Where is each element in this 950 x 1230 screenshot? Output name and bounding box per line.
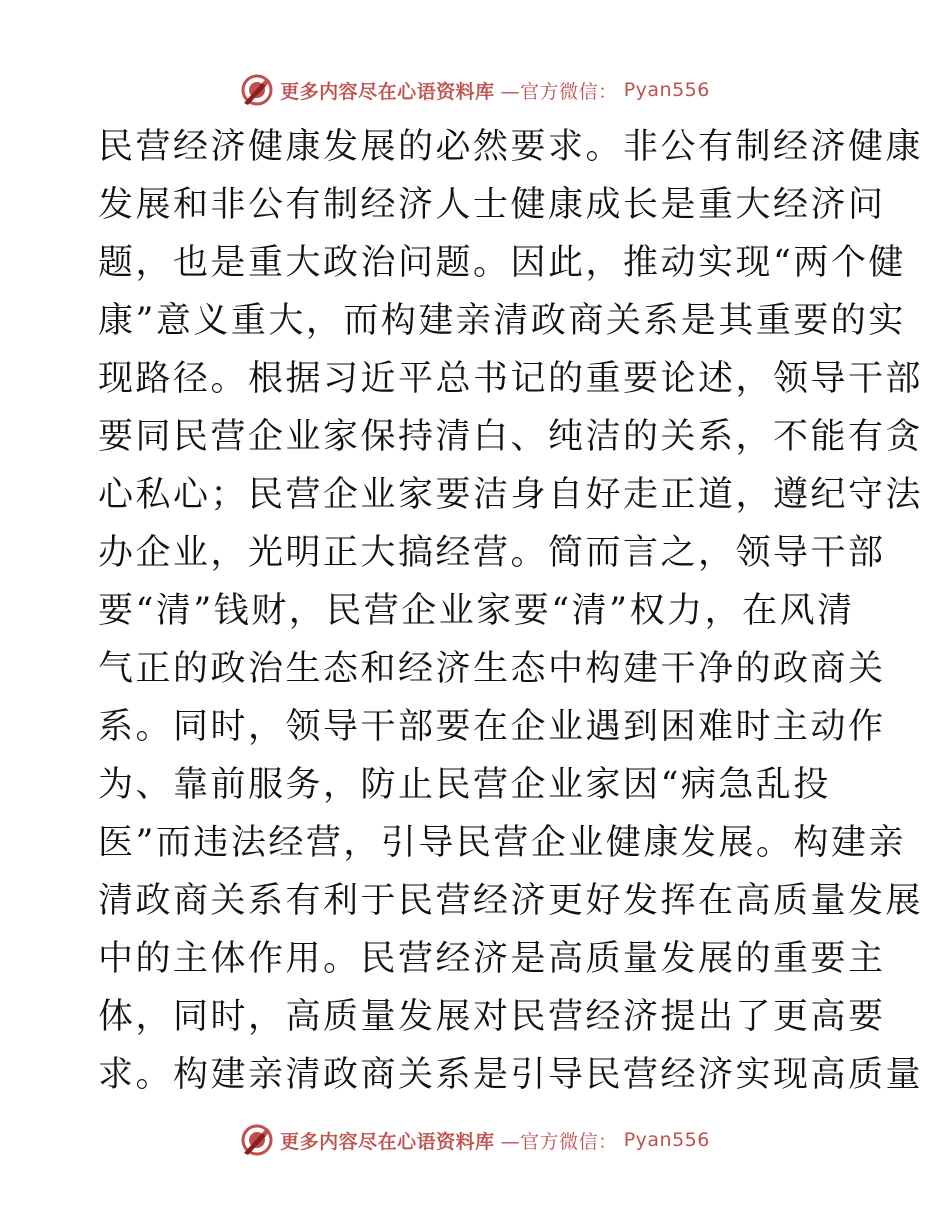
watermark-separator-text: —官方微信： [500,1130,618,1153]
body-line: 办企业，光明正大搞经营。简而言之，领导干部 [98,533,886,573]
body-line: 求。构建亲清政商关系是引导民营经济实现高质量 [98,1055,924,1095]
body-line: 系。同时，领导干部要在企业遇到困难时主动作 [98,707,886,747]
body-line: 清政商关系有利于民营经济更好发挥在高质量发展 [98,881,924,921]
body-line: 现路径。根据习近平总书记的重要论述，领导干部 [98,359,924,399]
watermark-id-text: Pyan556 [623,1129,710,1151]
body-line: 心私心；民营企业家要洁身自好走正道，遵纪守法 [98,475,924,515]
footer-watermark [0,1120,950,1160]
body-line: 民营经济健康发展的必然要求。非公有制经济健康 [98,127,924,167]
body-line: 中的主体作用。民营经济是高质量发展的重要主 [98,939,886,979]
body-line: 发展和非公有制经济人士健康成长是重大经济问 [98,185,886,225]
body-line: 要同民营企业家保持清白、纯洁的关系，不能有贪 [98,417,924,457]
body-line: 要“清”钱财，民营企业家要“清”权力，在风清 [98,591,855,631]
pen-seal-logo-icon [240,73,274,107]
watermark-separator-text: —官方微信： [500,80,618,103]
document-body [98,118,924,1104]
header-watermark [0,70,950,110]
body-line: 体，同时，高质量发展对民营经济提出了更高要 [98,997,886,1037]
body-line: 题，也是重大政治问题。因此，推动实现“两个健 [98,243,906,283]
body-line: 为、靠前服务，防止民营企业家因“病急乱投 [98,765,831,805]
watermark-main-text: 更多内容尽在心语资料库 [280,80,495,103]
pen-seal-logo-icon [240,1123,274,1157]
watermark-main-text: 更多内容尽在心语资料库 [280,1130,495,1153]
body-line: 医”而违法经营，引导民营企业健康发展。构建亲 [98,823,906,863]
body-line: 康”意义重大，而构建亲清政商关系是其重要的实 [98,301,906,341]
body-line: 气正的政治生态和经济生态中构建干净的政商关 [98,649,886,689]
watermark-id-text: Pyan556 [623,79,710,101]
